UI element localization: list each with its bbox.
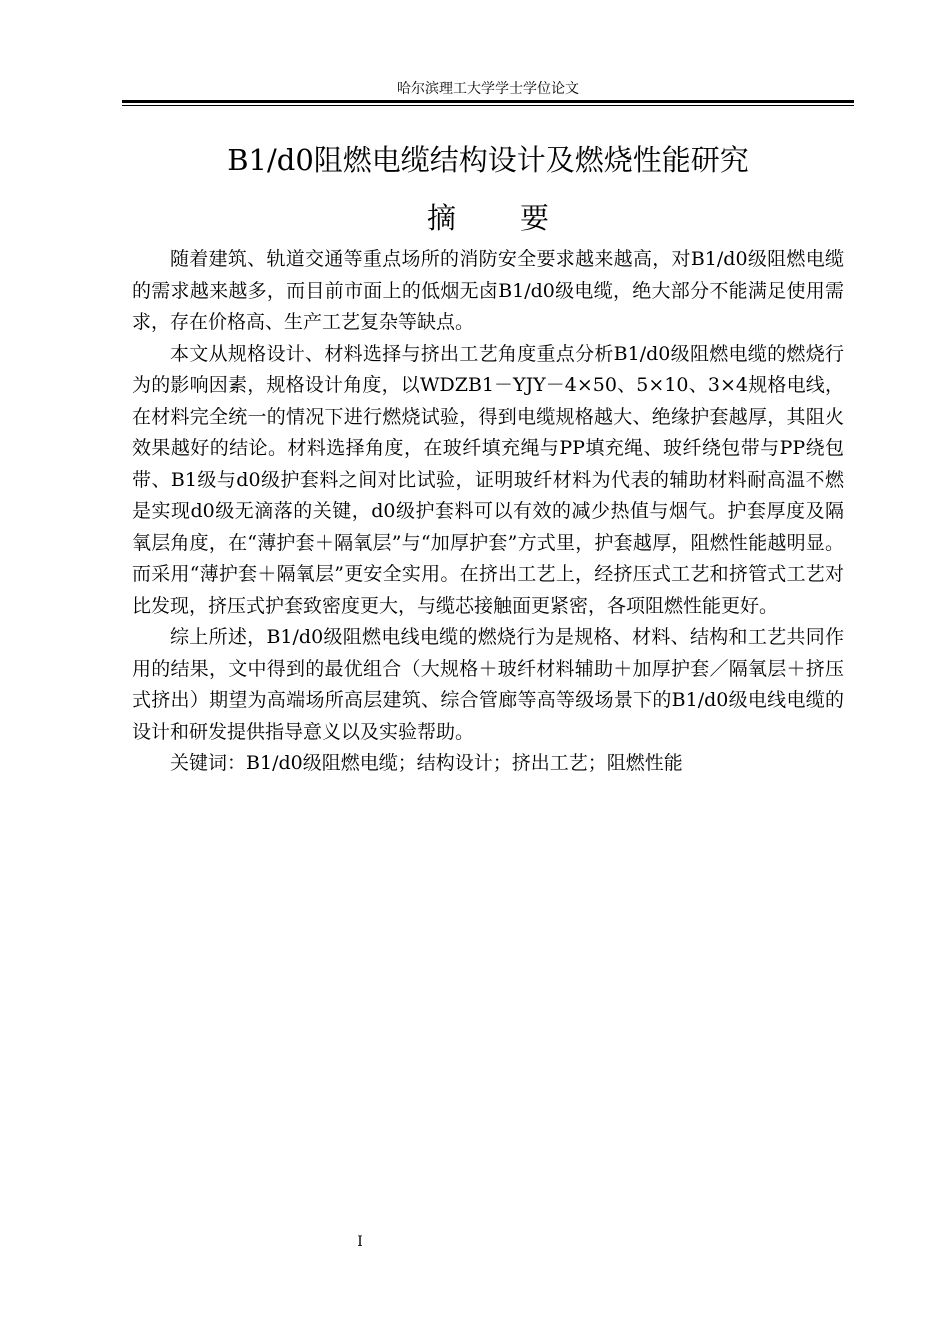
abstract-paragraph-1: 随着建筑、轨道交通等重点场所的消防安全要求越来越高，对B1/d0级阻燃电缆的需求越来越多，而目前市面上的低烟无卤B1/d0级电缆，绝大部分不能满足使用需求，存在价格高、生产工艺复杂等缺点。 xyxy=(132,248,844,333)
keywords-label: 关键词： xyxy=(170,752,247,774)
running-header: 哈尔滨理工大学学士学位论文 xyxy=(397,81,579,97)
thesis-title: B1/d0阻燃电缆结构设计及燃烧性能研究 xyxy=(227,143,749,177)
keywords-line xyxy=(132,748,844,780)
header-rule-thick xyxy=(122,100,854,103)
abstract-paragraph-2: 本文从规格设计、材料选择与挤出工艺角度重点分析B1/d0级阻燃电缆的燃烧行为的影响因素，规格设计角度，以WDZB1－YJY－4×50、5×10、3×4规格电线，在材料完全统一的情况下进行燃烧试验，得到电缆规格越大、绝缘护套越厚，其阻火效果越好的结论。材料选择角度，在玻纤填充绳与PP填充绳、玻纤绕包带与PP绕包带、B1级与d0级护套料之间对比试验，证明玻纤材料为代表的辅助材料耐高温不燃是实现d0级无滴落的关键，d0级护套料可以有效的减少热值与烟气。护套厚度及隔氧层角度，在“薄护套＋隔氧层”与“加厚护套”方式里，护套越厚，阻燃性能越明显。而采用“薄护套＋隔氧层”更安全实用。在挤出工艺上，经挤压式工艺和挤管式工艺对比发现，挤压式护套致密度更大，与缆芯接触面更紧密，各项阻燃性能更好。 xyxy=(132,342,844,617)
page-number: I xyxy=(357,1234,363,1250)
abstract-paragraph-3: 综上所述，B1/d0级阻燃电线电缆的燃烧行为是规格、材料、结构和工艺共同作用的结果，文中得到的最优组合（大规格＋玻纤材料辅助＋加厚护套／隔氧层＋挤压式挤出）期望为高端场所高层建筑、综合管廊等高等级场景下的B1/d0级电线电缆的设计和研发提供指导意义以及实验帮助。 xyxy=(132,626,844,743)
abstract-heading: 摘要 xyxy=(426,201,613,235)
abstract-body xyxy=(132,244,844,780)
header-rule-thin xyxy=(122,105,854,106)
keywords-text: B1/d0级阻燃电缆；结构设计；挤出工艺；阻燃性能 xyxy=(246,752,683,774)
